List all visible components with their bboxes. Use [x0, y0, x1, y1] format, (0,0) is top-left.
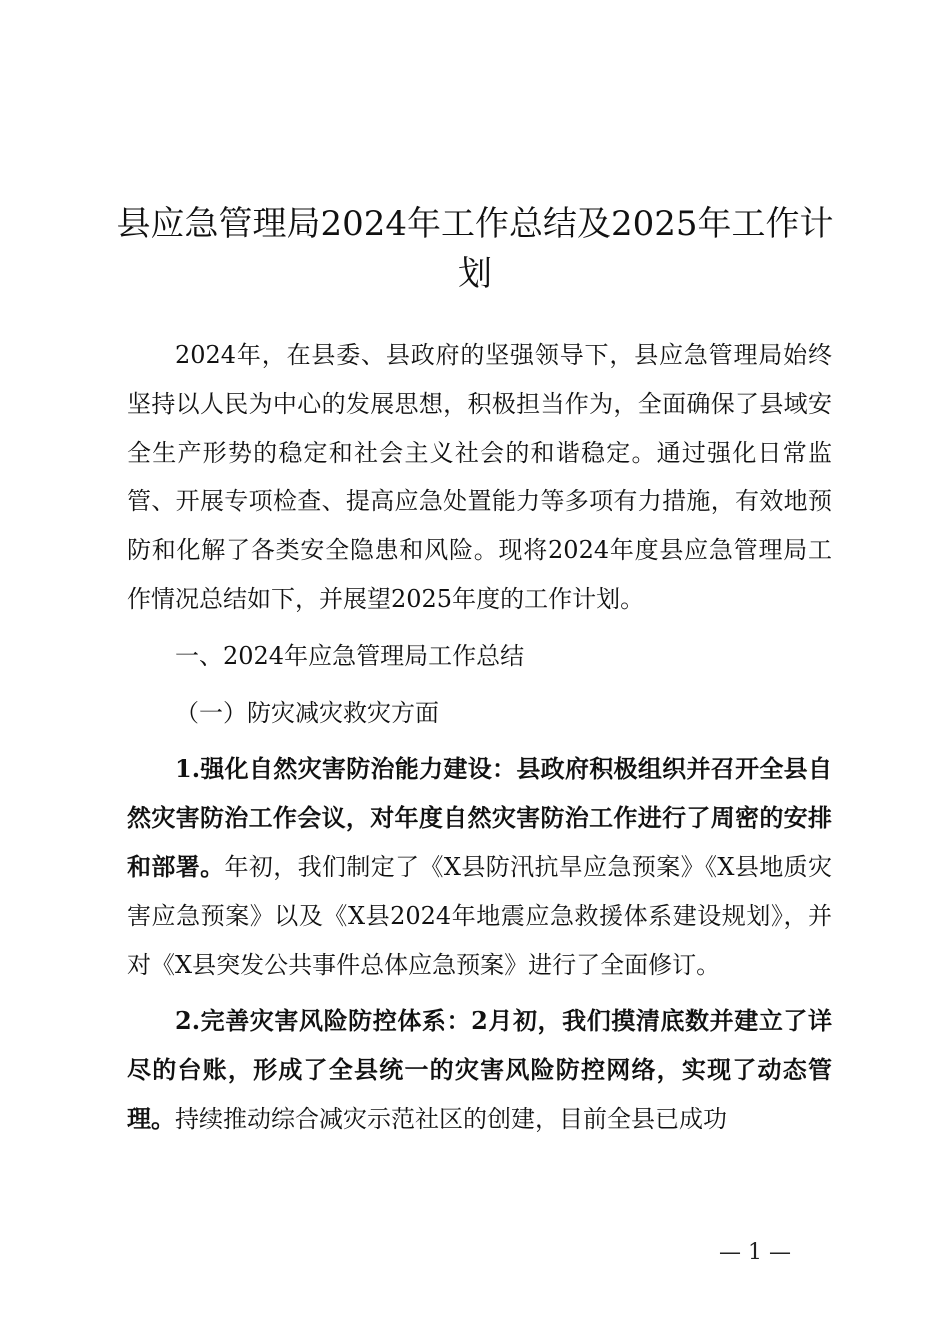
page-number: — 1 —	[719, 1240, 791, 1265]
item-paragraph-2	[127, 997, 832, 1143]
section-heading-1: 一、2024年应急管理局工作总结	[175, 641, 525, 670]
item-2-text: 持续推动综合减灾示范社区的创建，目前全县已成功	[175, 1104, 727, 1133]
item-1-bold-lead: 1.强化自然灾害防治能力建设：县政府积极组织并召开全县自然灾害防治工作会议，对年度自然灾害防治工作进行了周密的安排和部署。	[127, 754, 832, 881]
subsection-heading-1: （一）防灾减灾救灾方面	[175, 698, 439, 727]
document-body	[127, 331, 832, 1144]
intro-paragraph: 2024年，在县委、县政府的坚强领导下，县应急管理局始终坚持以人民为中心的发展思想，积极担当作为，全面确保了县域安全生产形势的稳定和社会主义社会的和谐稳定。通过强化日常监管、开展专项检查、提高应急处置能力等多项有力措施，有效地预防和化解了各类安全隐患和风险。现将2024年度县应急管理局工作情况总结如下，并展望2025年度的工作计划。	[127, 341, 832, 613]
document-title: 县应急管理局2024年工作总结及2025年工作计划	[116, 203, 834, 294]
item-1-text: 年初，我们制定了《X县防汛抗旱应急预案》《X县地质灾害应急预案》以及《X县2024年地震应急救援体系建设规划》，并对《X县突发公共事件总体应急预案》进行了全面修订。	[127, 852, 833, 979]
item-2-bold-lead: 2.完善灾害风险防控体系：2月初，我们摸清底数并建立了详尽的台账，形成了全县统一的灾害风险防控网络，实现了动态管理。	[127, 1006, 832, 1133]
item-paragraph-1	[127, 745, 832, 989]
